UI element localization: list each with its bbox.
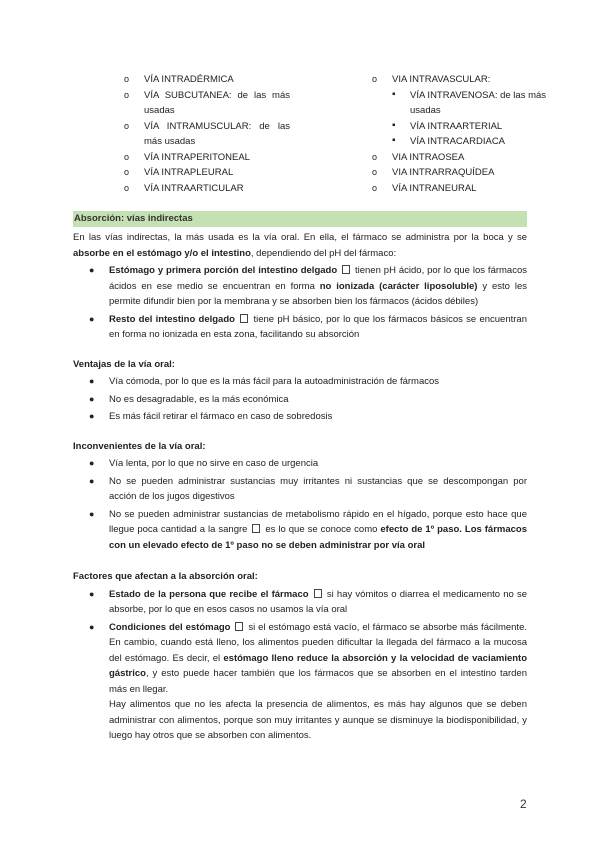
- route-subitem: ▪ VÍA INTRAARTERIAL: [392, 119, 503, 132]
- arrow-icon: [252, 524, 260, 533]
- routes-right-column: [370, 72, 570, 196]
- list-item: ● Es más fácil retirar el fármaco en caso de sobredosis: [73, 409, 527, 425]
- page-number: 2: [520, 797, 527, 811]
- circle-bullet-icon: o: [124, 120, 130, 131]
- list-item: ● Estómago y primera porción del intestino delgado tienen pH ácido, por lo que los fármacos ácidos en ese medio se encuentran en forma no ionizada (carácter liposoluble) y esto les permite difundir bien por la membrana y se absorben bien los fármacos (ácidos débiles): [89, 265, 527, 307]
- bullet-icon: ●: [89, 265, 95, 275]
- route-item: o VIA INTRAVASCULAR:: [370, 72, 570, 88]
- circle-bullet-icon: o: [124, 151, 130, 162]
- list-item: ● Vía lenta, por lo que no sirve en caso de urgencia: [73, 456, 527, 472]
- route-item: o VÍA INTRAARTICULAR: [122, 181, 290, 197]
- circle-bullet-icon: o: [124, 74, 130, 84]
- route-subitem: ▪ VÍA INTRACARDIACA: [392, 135, 506, 147]
- factores-heading: Factores que afectan a la absorción oral:: [73, 571, 258, 582]
- circle-bullet-icon: o: [372, 74, 378, 84]
- bullet-icon: ●: [89, 411, 95, 421]
- circle-bullet-icon: o: [124, 182, 130, 193]
- circle-bullet-icon: o: [372, 167, 378, 177]
- route-item: o VIA INTRAOSEA: [370, 150, 570, 166]
- square-bullet-icon: ▪: [392, 135, 396, 146]
- arrow-icon: [235, 622, 243, 631]
- ventajas-heading: Ventajas de la vía oral:: [73, 358, 175, 370]
- square-bullet-icon: ▪: [392, 88, 396, 100]
- list-item: ● No se pueden administrar sustancias de metabolismo rápido en el hígado, porque esto hace que llegue poca cantidad a la sangre es lo que se conoce como efecto de 1º paso. Los fármacos con un elevado efecto de 1º paso no se deben administrar por vía oral: [89, 508, 528, 551]
- circle-bullet-icon: o: [372, 182, 378, 193]
- section-title: Absorción: vías indirectas: [73, 211, 527, 227]
- route-item: o VÍA INTRAMUSCULAR: de las más usadas: [124, 120, 290, 147]
- intro-paragraph: En las vías indirectas, la más usada es la vía oral. En ella, el fármaco se administra por la boca y se absorbe en el estómago y/o el intestino, dependiendo del pH del fármaco:: [73, 232, 527, 259]
- extra-paragraph: Hay alimentos que no les afecta la presencia de alimentos, es más hay algunos que se deben administrar con alimentos, porque son muy irritantes y aunque se disminuye la biodisponibilidad, y luego hay otros que se absorben con alimentos.: [109, 699, 527, 741]
- list-item: ● No es desagradable, es la más económica: [73, 392, 527, 408]
- circle-bullet-icon: o: [124, 167, 130, 177]
- bullet-icon: ●: [89, 508, 95, 519]
- route-item: o VÍA SUBCUTANEA: de las más usadas: [124, 89, 290, 116]
- arrow-icon: [342, 265, 350, 274]
- inconvenientes-heading: Inconvenientes de la vía oral:: [73, 440, 206, 452]
- list-item: ● Condiciones del estómago si el estómago está vacío, el fármaco se absorbe más fácilmente. En cambio, cuando está lleno, los alimentos pueden dificultar la llegada del fármaco a la mucosa del estómago. Es decir, el estómago lleno reduce la absorción y la velocidad de vaciamiento gástrico, y esto puede hacer también que los fármacos que se absorben en el intestino tarden más en llegar.: [89, 621, 528, 695]
- bullet-icon: ●: [89, 313, 95, 324]
- route-item: o VÍA INTRAPERITONEAL: [122, 150, 290, 166]
- arrow-icon: [240, 314, 248, 323]
- route-item: o VÍA INTRADÉRMICA: [122, 72, 290, 88]
- square-bullet-icon: ▪: [392, 119, 396, 131]
- bullet-icon: ●: [89, 376, 95, 386]
- main-content: [73, 211, 527, 744]
- bullet-icon: ●: [89, 588, 95, 599]
- route-item: o VIA INTRARRAQUÍDEA: [370, 165, 570, 181]
- arrow-icon: [314, 589, 322, 598]
- bullet-icon: ●: [89, 621, 95, 632]
- circle-bullet-icon: o: [372, 151, 378, 162]
- list-item: ● No se pueden administrar sustancias muy irritantes ni sustancias que se descompongan por acción de los jugos digestivos: [89, 475, 527, 502]
- route-item: o VÍA INTRANEURAL: [370, 181, 570, 197]
- bullet-icon: ●: [89, 393, 95, 404]
- routes-left-column: [122, 72, 290, 196]
- list-item: ● Estado de la persona que recibe el fármaco si hay vómitos o diarrea el medicamento no se absorbe, por lo que en esos casos no usamos la vía oral: [89, 588, 527, 615]
- route-subitem: ▪ VÍA INTRAVENOSA: de las más usadas: [392, 88, 547, 116]
- list-item: ● Resto del intestino delgado tiene pH básico, por lo que los fármacos básicos se encuentran en forma no ionizada en esta zona, facilitando su absorción: [89, 313, 527, 340]
- circle-bullet-icon: o: [124, 89, 130, 100]
- bullet-icon: ●: [89, 475, 95, 486]
- route-item: o VÍA INTRAPLEURAL: [122, 165, 290, 181]
- list-item: ● Vía cómoda, por lo que es la más fácil para la autoadministración de fármacos: [73, 374, 527, 390]
- bullet-icon: ●: [89, 458, 95, 468]
